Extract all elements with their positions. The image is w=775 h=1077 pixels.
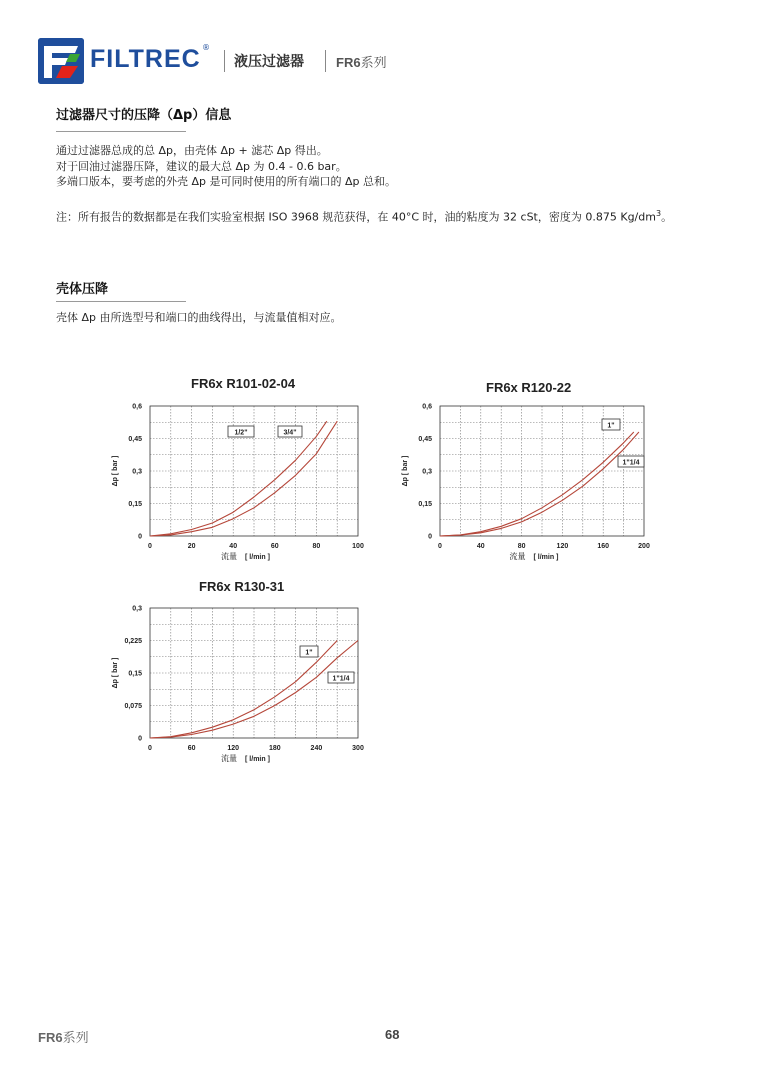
- x-tick-label: 200: [638, 543, 650, 550]
- y-tick-label: 0: [138, 735, 142, 743]
- test-conditions-note: [56, 206, 706, 226]
- x-axis-unit: [ l/min ]: [245, 756, 270, 763]
- x-tick-label: 40: [476, 543, 485, 550]
- x-tick-label: 120: [556, 543, 569, 550]
- series-line: [440, 432, 639, 536]
- note-end: 。: [661, 210, 673, 224]
- y-tick-label: 0,6: [422, 403, 432, 411]
- y-tick-label: 0,3: [422, 468, 432, 476]
- x-axis-label: 流量: [221, 754, 238, 763]
- footer-series-word: 系列: [62, 1031, 89, 1046]
- x-tick-label: 240: [310, 745, 323, 752]
- y-tick-label: 0: [428, 533, 432, 541]
- y-tick-label: 0: [138, 533, 142, 541]
- body-line: 多端口版本，要考虑的外壳 Δp 是可同时使用的所有端口的 Δp 总和。: [56, 175, 396, 188]
- chart-title: FR6x R130-31: [199, 579, 285, 594]
- chart-fr6x-r130: [100, 598, 375, 768]
- x-axis-label: 流量: [509, 552, 526, 561]
- x-tick-label: 40: [229, 543, 238, 550]
- series-label: 3/4": [283, 429, 297, 437]
- body-line: 对于回油过滤器压降，建议的最大总 Δp 为 0.4 - 0.6 bar。: [56, 159, 347, 173]
- header-divider: [325, 50, 326, 72]
- x-tick-label: 120: [227, 745, 240, 752]
- y-axis-label: Δp [ bar ]: [112, 455, 119, 487]
- series-label: 1": [607, 422, 615, 430]
- note-text: 注：所有报告的数据都是在我们实验室根据 ISO 3968 规范获得，在 40°C 时，油的粘度为 32 cSt，密度为 0.875 Kg/dm: [56, 210, 656, 224]
- y-axis-label: Δp [ bar ]: [402, 455, 409, 487]
- x-tick-label: 180: [268, 745, 281, 752]
- x-tick-label: 0: [148, 543, 152, 550]
- section-rule: [56, 301, 186, 302]
- x-axis-unit: [ l/min ]: [245, 554, 270, 561]
- x-axis-unit: [ l/min ]: [533, 554, 559, 561]
- x-tick-label: 60: [270, 543, 279, 550]
- registered-mark: ®: [202, 43, 210, 52]
- footer-series: [38, 1027, 89, 1046]
- page-number: 68: [385, 1027, 400, 1042]
- x-tick-label: 0: [438, 543, 442, 550]
- x-axis-label: 流量: [221, 552, 238, 561]
- section1-body: [56, 143, 716, 190]
- chart-fr6x-r120: [390, 396, 665, 568]
- x-tick-label: 60: [187, 745, 196, 752]
- header-series-code: FR6: [336, 55, 361, 70]
- x-tick-label: 20: [187, 543, 196, 550]
- y-tick-label: 0,15: [128, 670, 142, 678]
- y-tick-label: 0,15: [128, 501, 142, 508]
- header-series: [336, 52, 387, 71]
- y-tick-label: 0,45: [418, 436, 432, 443]
- y-tick-label: 0,3: [132, 605, 142, 613]
- brand-name: FILTREC: [90, 45, 201, 73]
- header-series-word: 系列: [360, 56, 387, 71]
- chart-title: FR6x R101-02-04: [191, 376, 296, 391]
- x-tick-label: 100: [352, 543, 364, 550]
- body-line: 通过过滤器总成的总 Δp，由壳体 Δp + 滤芯 Δp 得出。: [56, 144, 328, 157]
- y-tick-label: 0,3: [132, 468, 142, 476]
- note-superscript: 3: [655, 209, 662, 218]
- y-tick-label: 0,075: [124, 703, 142, 710]
- series-label: 1"1/4: [332, 675, 350, 683]
- y-tick-label: 0,15: [418, 501, 432, 508]
- header-title: 液压过滤器: [234, 54, 304, 70]
- x-tick-label: 80: [517, 543, 526, 550]
- y-tick-label: 0,45: [128, 436, 142, 443]
- section-heading-housing-drop: 壳体压降: [56, 282, 109, 297]
- x-tick-label: 300: [352, 745, 364, 752]
- series-label: 1/2": [234, 429, 248, 437]
- y-tick-label: 0,225: [124, 638, 142, 645]
- y-tick-label: 0,6: [132, 403, 142, 411]
- chart-title: FR6x R120-22: [486, 380, 572, 395]
- footer-series-code: FR6: [38, 1030, 63, 1045]
- x-tick-label: 80: [312, 543, 321, 550]
- y-axis-label: Δp [ bar ]: [112, 657, 119, 689]
- series-label: 1"1/4: [622, 459, 640, 467]
- x-tick-label: 0: [148, 745, 152, 752]
- chart-fr6x-r101: [100, 396, 375, 568]
- series-label: 1": [305, 649, 313, 657]
- section-rule: [56, 131, 186, 132]
- filtrec-logo-icon: [38, 38, 84, 84]
- section-heading-pressure-drop: 过滤器尺寸的压降（Δp）信息: [56, 108, 232, 123]
- section2-body: 壳体 Δp 由所选型号和端口的曲线得出，与流量值相对应。: [56, 311, 342, 324]
- header-divider: [224, 50, 225, 72]
- x-tick-label: 160: [597, 543, 610, 550]
- series-line: [440, 432, 634, 536]
